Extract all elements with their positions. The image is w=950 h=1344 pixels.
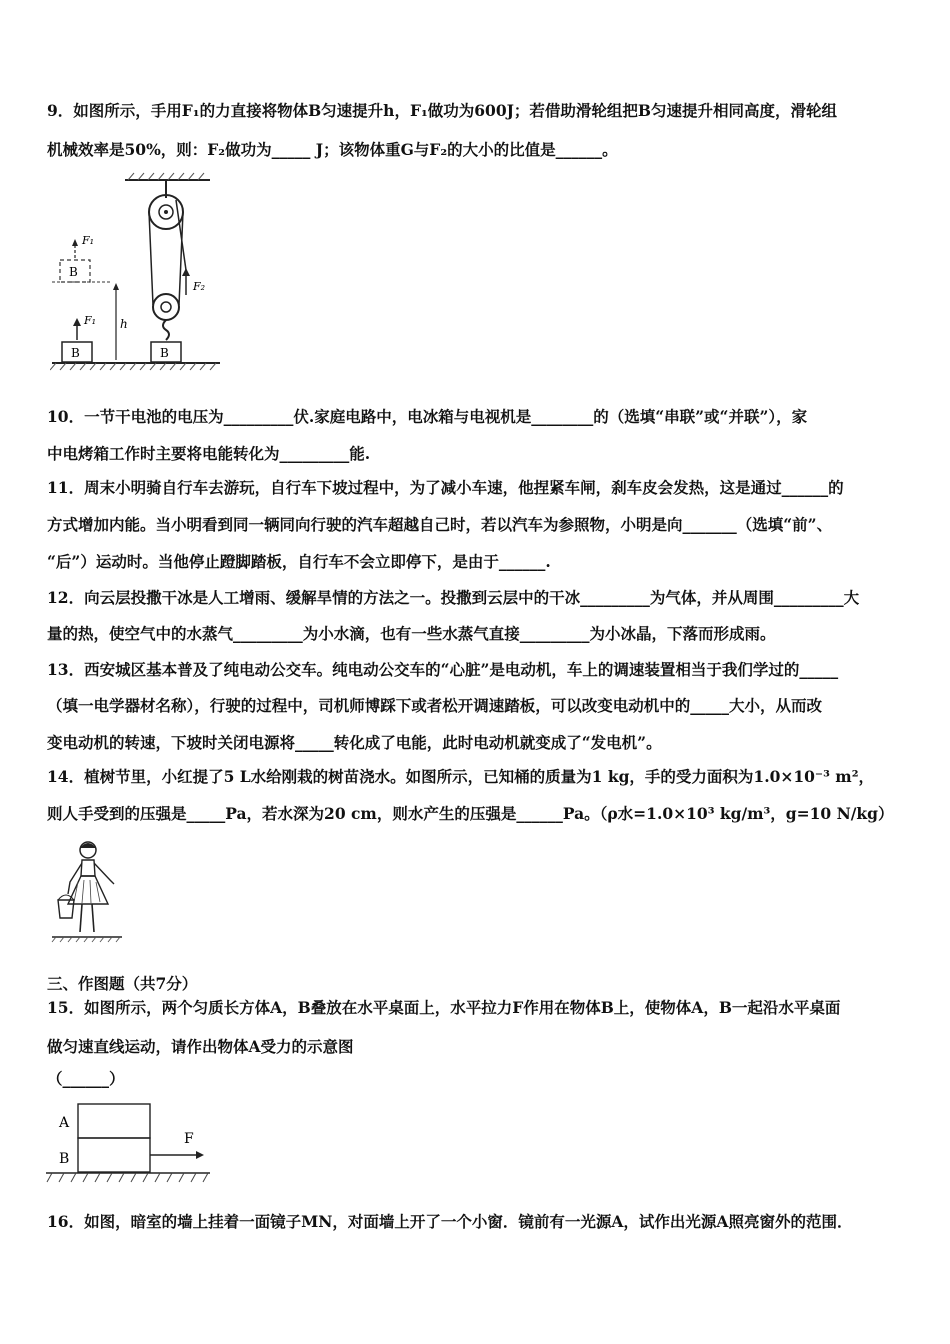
q9-label-h: h xyxy=(120,317,128,331)
q15-line1: 15．如图所示，两个匀质长方体A，B叠放在水平桌面上，水平拉力F作用在物体B上，使物体A，B一起沿水平桌面 xyxy=(47,998,841,1017)
q9-pulley-figure xyxy=(50,170,225,375)
q12-line2: 量的热，使空气中的水蒸气_________为小水滴，也有一些水蒸气直接_________为小冰晶，下落而形成雨。 xyxy=(47,624,776,643)
q15-line2: 做匀速直线运动，请作出物体A受力的示意图 xyxy=(47,1037,354,1056)
q13-line3: 变电动机的转速，下坡时关闭电源将_____转化成了电能，此时电动机就变成了“发电机”。 xyxy=(47,733,662,752)
q14-line1: 14．植树节里，小红提了5 L水给刚栽的树苗浇水。如图所示，已知桶的质量为1 kg，手的受力面积为1.0×10⁻³ m²， xyxy=(47,767,874,786)
q9-label-f2: F₂ xyxy=(193,280,206,293)
q9-line2: 机械效率是50%，则：F₂做功为_____ J；该物体重G与F₂的大小的比值是______。 xyxy=(47,140,618,159)
q11-line3: “后”）运动时。当他停止蹬脚踏板，自行车不会立即停下，是由于______. xyxy=(47,552,551,571)
q16-line1: 16．如图，暗室的墙上挂着一面镜子MN，对面墙上开了一个小窗．镜前有一光源A，试作出光源A照亮窗外的范围． xyxy=(47,1212,853,1231)
q13-line1: 13．西安城区基本普及了纯电动公交车。纯电动公交车的“心脏”是电动机，车上的调速装置相当于我们学过的_____ xyxy=(47,660,839,679)
q9-label-f1-top: F₁ xyxy=(82,234,95,247)
q14-girl-figure xyxy=(48,838,126,946)
q15-blocks-figure xyxy=(44,1100,214,1192)
q13-line2: （填一电学器材名称），行驶的过程中，司机师博踩下或者松开调速踏板，可以改变电动机中的_____大小，从而改 xyxy=(47,696,823,715)
q9-label-b-dashed: B xyxy=(69,265,78,279)
q10-line2: 中电烤箱工作时主要将电能转化为_________能. xyxy=(47,444,371,463)
q12-line1: 12．向云层投撒干冰是人工增雨、缓解旱情的方法之一。投撒到云层中的干冰_________为气体，并从周围_________大 xyxy=(47,588,860,607)
q9-label-b-bottom: B xyxy=(71,346,80,360)
q15-label-f: F xyxy=(184,1131,194,1147)
q15-answer-blank: （______） xyxy=(47,1069,125,1088)
q9-line1: 9．如图所示，手用F₁的力直接将物体B匀速提升h，F₁做功为600J；若借助滑轮组把B匀速提升相同高度，滑轮组 xyxy=(47,101,838,120)
q14-line2: 则人手受到的压强是_____Pa，若水深为20 cm，则水产生的压强是______Pa。（ρ水=1.0×10³ kg/m³，g=10 N/kg） xyxy=(47,804,894,823)
q15-label-b: B xyxy=(59,1151,70,1167)
q15-label-a: A xyxy=(59,1115,70,1131)
q11-line1: 11．周末小明骑自行车去游玩，自行车下坡过程中，为了减小车速，他捏紧车闸，刹车皮会发热，这是通过______的 xyxy=(47,478,844,497)
q10-line1: 10．一节干电池的电压为_________伏.家庭电路中，电冰箱与电视机是________的（选填“串联”或“并联”），家 xyxy=(47,407,808,426)
q11-line2: 方式增加内能。当小明看到同一辆同向行驶的汽车超越自己时，若以汽车为参照物，小明是向_______（选填“前”、 xyxy=(47,515,833,534)
section-3-title: 三、作图题（共7分） xyxy=(47,974,198,993)
q9-label-f1-bottom: F₁ xyxy=(84,314,97,327)
q9-label-b-right: B xyxy=(160,346,169,360)
